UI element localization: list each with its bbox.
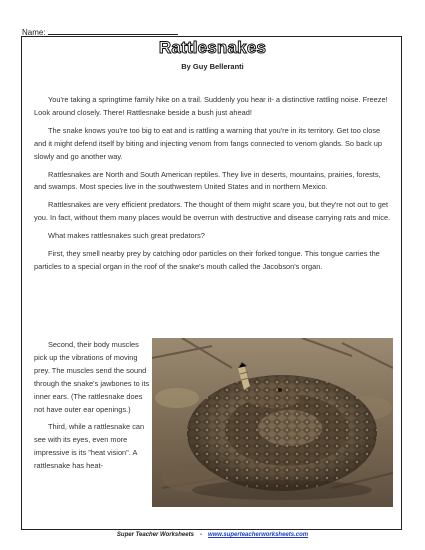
article-side-column [34, 339, 152, 478]
paragraph: The snake knows you're too big to eat and is rattling a warning that you're in its territory. Get too close and it might defend itself by biting and injecting venom from fangs connected to venom glands. So back up slowly and go another way. [34, 125, 382, 161]
byline: By Guy Belleranti [181, 62, 244, 71]
paragraph: What makes rattlesnakes such great predators? [48, 231, 205, 241]
paragraph: Second, their body muscles pick up the vibrations of moving prey. The muscles send the sound through the snake's jawbones to its inner ears. (The rattlesnake does not have outer ear openings.) [34, 340, 150, 414]
paragraph: First, they smell nearby prey by catching odor particles on their forked tongue. This tongue carries the particles to a special organ in the roof of the snake's mouth called the Jacobson's organ. [34, 249, 380, 271]
name-blank-line [48, 26, 178, 35]
footer-brand: Super Teacher Worksheets [116, 532, 194, 538]
article-body [34, 94, 394, 279]
paragraph: Rattlesnakes are North and South American reptiles. They live in deserts, mountains, prairies, forests, and swamps. Most species live in the southwestern United States and in northern Mexico. [34, 169, 381, 192]
name-label: Name: [22, 28, 46, 37]
footer-separator: - [199, 532, 202, 538]
footer [0, 532, 425, 538]
page-title: Rattlesnakes [158, 38, 267, 57]
rattlesnake-photo [152, 338, 393, 507]
footer-url-link[interactable]: www.superteacherworksheets.com [207, 532, 309, 538]
paragraph: You're taking a springtime family hike on a trail. Suddenly you hear it- a distinctive rattling noise. Freeze! Look around closely. There! Rattlesnake beside a bush just ahead! [34, 95, 388, 117]
paragraph: Rattlesnakes are very efficient predators. The thought of them might scare you, but they're not out to get you. In fact, without them many places would be overrun with destructive and disease carrying rats and mice. [34, 200, 391, 223]
paragraph: Third, while a rattlesnake can see with its eyes, even more impressive is its "heat vision". A rattlesnake has heat- [34, 422, 145, 471]
